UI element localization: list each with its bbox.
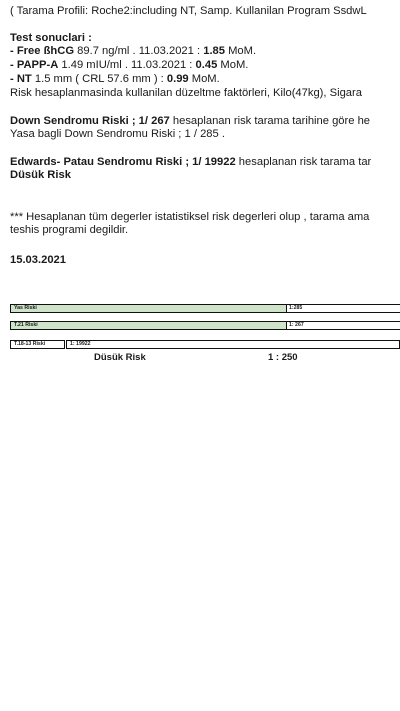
- down-risk-text: hesaplanan risk tarama tarihine göre he: [169, 115, 371, 127]
- t1813-risk-value: 1: 19922: [70, 341, 91, 347]
- t21-risk-bar-label: T.21 Riski: [14, 322, 38, 328]
- age-risk-bar-fill: [11, 305, 287, 312]
- nt-line: [10, 73, 220, 86]
- t1813-risk-bar: [10, 340, 400, 349]
- down-risk-label: Down Sendromu Riski ; 1/ 267: [10, 115, 170, 127]
- papp-a-value: 1.49 mIU/ml . 11.03.2021 :: [58, 59, 196, 71]
- free-bhcg-prefix: -: [10, 45, 17, 57]
- papp-a-line: [10, 59, 248, 72]
- free-bhcg-unit: MoM.: [225, 45, 257, 57]
- free-bhcg-value: 89.7 ng/ml . 11.03.2021 :: [74, 45, 204, 57]
- note-line-2: teshis programi degildir.: [10, 224, 129, 236]
- free-bhcg-line: [10, 45, 256, 58]
- age-risk-bar: [10, 304, 400, 313]
- nt-value: 1.5 mm ( CRL 57.6 mm ) :: [31, 73, 167, 85]
- nt-mom: 0.99: [166, 73, 189, 85]
- nt-unit: MoM.: [188, 73, 220, 85]
- age-risk-bar-label: Yas Riski: [14, 305, 37, 311]
- t21-risk-bar: [10, 321, 400, 330]
- nt-name: NT: [16, 73, 32, 85]
- edwards-label: Edwards- Patau Sendromu Riski ; 1/ 19922: [10, 156, 236, 168]
- t1813-risk-value-box: [66, 340, 400, 349]
- age-risk-bar-value: 1:285: [289, 305, 303, 311]
- papp-a-name: PAPP-A: [16, 59, 59, 71]
- t21-risk-bar-fill: [11, 322, 287, 329]
- results-heading: Test sonuclari :: [10, 32, 92, 44]
- free-bhcg-mom: 1.85: [203, 45, 225, 57]
- free-bhcg-name: Free ßhCG: [16, 45, 75, 57]
- down-risk-line: [10, 115, 370, 128]
- note-line-1: *** Hesaplanan tüm degerler istatistiksel risk degerleri olup , tarama ama: [10, 211, 370, 223]
- profile-line: ( Tarama Profili: Roche2:including NT, Samp. Kullanilan Program SsdwL: [10, 5, 367, 17]
- t21-risk-bar-value: 1: 267: [289, 322, 304, 328]
- edwards-line: [10, 156, 371, 169]
- edwards-text: hesaplanan risk tarama tar: [235, 156, 372, 168]
- correction-line: Risk hesaplanmasinda kullanilan düzeltme faktörleri, Kilo(47kg), Sigara: [10, 87, 362, 99]
- papp-a-prefix: -: [10, 59, 17, 71]
- t1813-risk-label: T.18-13 Riski: [14, 341, 46, 347]
- edwards-result: Düsük Risk: [10, 169, 71, 181]
- papp-a-unit: MoM.: [217, 59, 249, 71]
- summary-cutoff: 1 : 250: [268, 352, 298, 363]
- papp-a-mom: 0.45: [195, 59, 218, 71]
- nt-prefix: -: [10, 73, 17, 85]
- age-risk-line: Yasa bagli Down Sendromu Riski ; 1 / 285 .: [10, 128, 225, 140]
- report-date: 15.03.2021: [10, 254, 66, 266]
- t1813-risk-label-box: [10, 340, 65, 349]
- summary-risk: Düsük Risk: [94, 352, 146, 363]
